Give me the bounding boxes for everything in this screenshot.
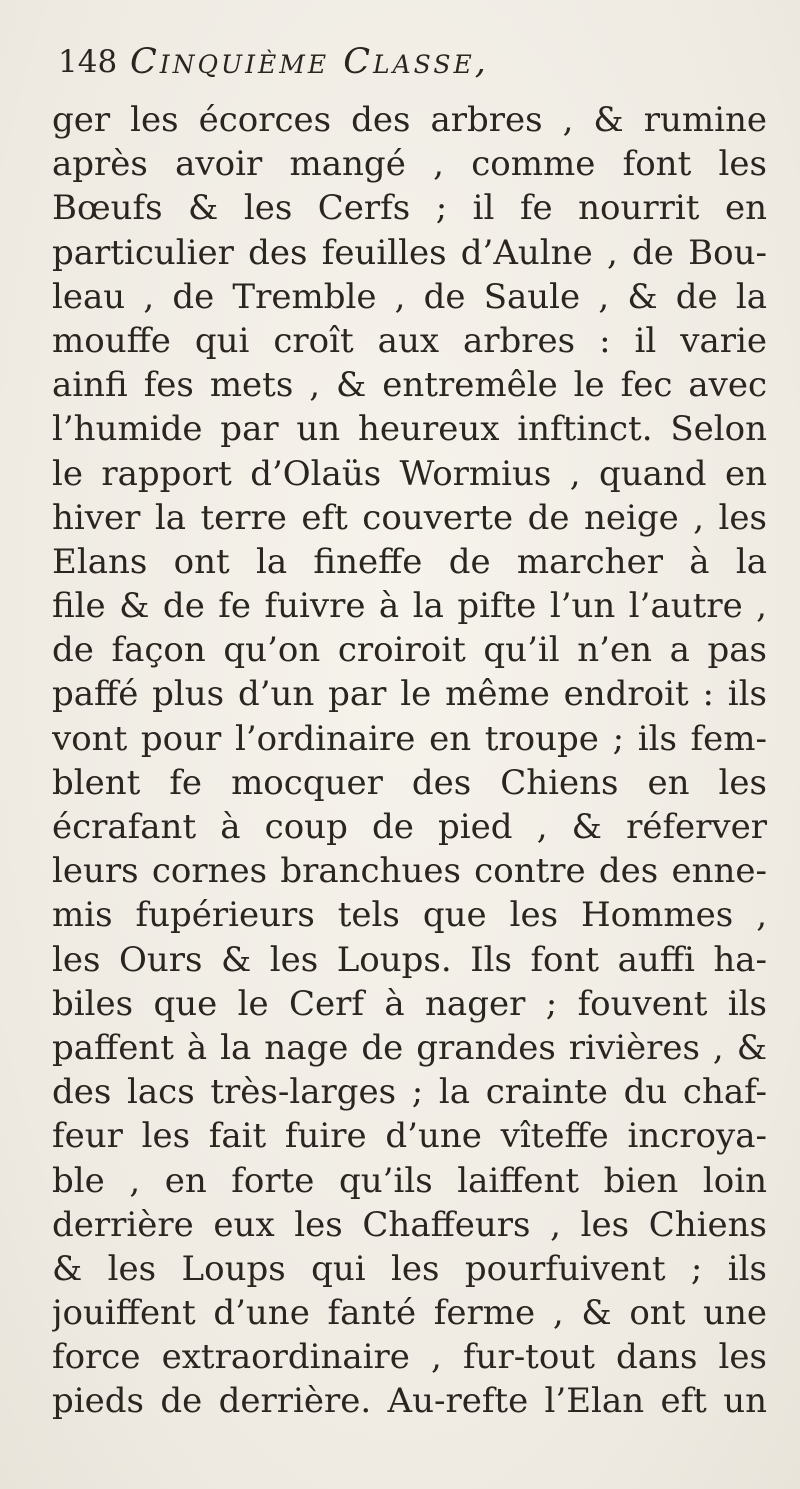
body-text [52, 98, 767, 1424]
text-line: le rapport d’Olaüs Wormius , quand en [52, 453, 767, 494]
text-line: ger les écorces des arbres , & rumine [52, 100, 767, 140]
text-line: pieds de derrière. Au-refte l’Elan eft un [52, 1381, 767, 1422]
text-line: écrafant à coup de pied , & réferver [52, 807, 767, 847]
text-line: ble , en forte qu’ils laiffent bien loin [52, 1160, 767, 1201]
text-line: des lacs très-larges ; la crainte du chaf- [52, 1072, 767, 1113]
text-line: mouffe qui croît aux arbres : il varie [52, 320, 767, 361]
text-line: mis fupérieurs tels que les Hommes , [52, 895, 767, 936]
text-line: file & de fe fuivre à la pifte l’un l’autre , [52, 586, 767, 627]
text-line: paffent à la nage de grandes rivières , & [52, 1027, 767, 1068]
text-line: derrière eux les Chaffeurs , les Chiens [52, 1204, 767, 1245]
text-line: vont pour l’ordinaire en troupe ; ils fem- [52, 718, 767, 759]
text-line: force extraordinaire , fur-tout dans les [52, 1337, 767, 1378]
text-line: ainfi fes mets , & entremêle le fec avec [52, 365, 767, 406]
text-line: leau , de Tremble , de Saule , & de la [52, 276, 767, 317]
text-line: biles que le Cerf à nager ; fouvent ils [52, 983, 767, 1024]
text-line: Bœufs & les Cerfs ; il fe nourrit en [52, 188, 767, 229]
text-line: l’humide par un heureux inftinct. Selon [52, 409, 767, 450]
text-line: paffé plus d’un par le même endroit : ils [52, 674, 767, 715]
page-header [58, 44, 760, 94]
text-line: après avoir mangé , comme font les [52, 144, 767, 185]
text-line: blent fe mocquer des Chiens en les [52, 762, 767, 803]
text-line: jouiffent d’une fanté ferme , & ont une [52, 1293, 767, 1334]
text-line: les Ours & les Loups. Ils font auffi ha- [52, 939, 767, 980]
text-line: & les Loups qui les pourfuivent ; ils [52, 1248, 767, 1289]
text-line: hiver la terre eft couverte de neige , les [52, 497, 767, 538]
text-line: particulier des feuilles d’Aulne , de Bou- [52, 232, 767, 273]
text-line: de façon qu’on croiroit qu’il n’en a pas [52, 630, 767, 671]
page-number: 148 [58, 44, 118, 80]
running-head: Cinquième Classe, [130, 42, 489, 82]
text-line: Elans ont la fineffe de marcher à la [52, 541, 767, 582]
text-line: leurs cornes branchues contre des enne- [52, 851, 767, 892]
text-line: feur les fait fuire d’une vîteffe incroya- [52, 1116, 767, 1157]
